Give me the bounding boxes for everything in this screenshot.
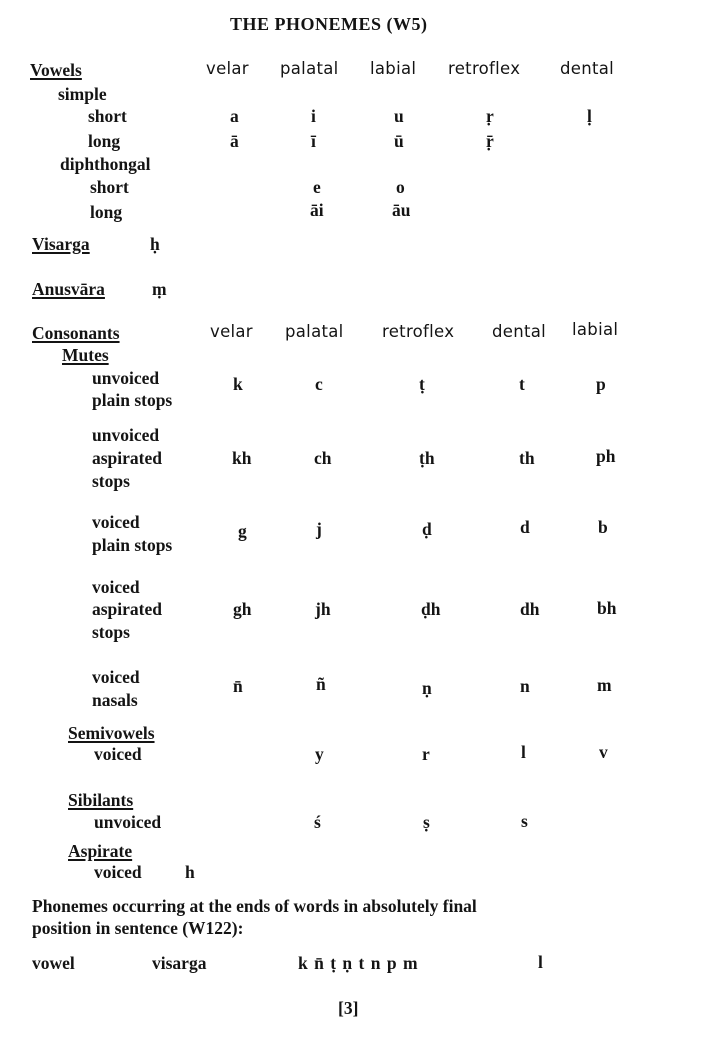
consonant-cell: ch (314, 448, 332, 468)
consonant-cell: ñ (316, 674, 326, 694)
cons-col-velar: velar (210, 322, 253, 341)
semivowel-cell: v (599, 742, 608, 762)
consonant-cell: n (520, 676, 530, 696)
vowel-cell: a (230, 106, 239, 126)
row-label-line: plain stops (92, 535, 173, 555)
row-label-line: voiced (92, 512, 140, 532)
consonant-cell: b (598, 517, 608, 537)
consonant-cell: ṭ (419, 374, 425, 394)
row-label-line: plain stops (92, 390, 173, 410)
consonant-cell: bh (597, 598, 617, 618)
consonant-cell: dh (520, 599, 540, 619)
sibilant-cell: s (521, 811, 528, 831)
final-vowel: vowel (32, 953, 75, 973)
visarga-symbol: ḥ (150, 234, 160, 254)
row-label-line: unvoiced (92, 368, 160, 388)
sibilants-heading: Sibilants (68, 790, 134, 810)
diph-short-label: short (90, 177, 129, 197)
aspirate-label: voiced (94, 862, 142, 882)
row-label-line: voiced (92, 667, 140, 687)
cons-col-dental: dental (492, 322, 547, 341)
final-visarga: visarga (152, 953, 207, 973)
sibilants-label: unvoiced (94, 812, 162, 832)
consonant-cell: gh (233, 599, 252, 619)
sibilant-cell: ś (314, 812, 321, 832)
consonant-cell: ph (596, 446, 616, 466)
vowel-cell: e (313, 177, 321, 197)
cons-col-palatal: palatal (285, 322, 344, 341)
vowel-col-labial: labial (370, 59, 417, 78)
consonant-cell: g (238, 521, 247, 541)
vowel-cell: ṛ (486, 106, 494, 126)
consonant-cell: n̄ (233, 676, 243, 696)
consonant-cell: ḍ (422, 519, 432, 539)
consonant-cell: c (315, 374, 323, 394)
vowel-cell: u (394, 106, 404, 126)
final-line-2: position in sentence (W122): (32, 918, 244, 938)
semivowels-heading: Semivowels (68, 723, 155, 743)
mutes-heading: Mutes (62, 345, 109, 365)
vowel-col-retroflex: retroflex (448, 59, 521, 78)
cons-col-labial: labial (572, 320, 619, 339)
vowel-cell: āi (310, 200, 324, 220)
final-l: l (538, 952, 543, 972)
diph-long-label: long (90, 202, 123, 222)
vowel-cell: ṝ (486, 131, 494, 151)
simple-short-label: short (88, 106, 127, 126)
final-line-1: Phonemes occurring at the ends of words in absolutely final (32, 896, 477, 916)
consonant-cell: p (596, 374, 606, 394)
consonant-cell: kh (232, 448, 252, 468)
simple-long-label: long (88, 131, 121, 151)
row-label-line: stops (92, 622, 130, 642)
vowel-col-palatal: palatal (280, 59, 339, 78)
aspirate-symbol: h (185, 862, 195, 882)
semivowel-cell: l (521, 742, 526, 762)
row-label-line: nasals (92, 690, 138, 710)
consonant-cell: ṇ (422, 678, 432, 698)
visarga-heading: Visarga (32, 234, 90, 254)
anusvara-heading: Anusvāra (32, 279, 105, 299)
page-title: THE PHONEMES (W5) (230, 14, 428, 34)
aspirate-heading: Aspirate (68, 841, 133, 861)
consonant-cell: t (519, 374, 525, 394)
semivowel-cell: y (315, 744, 324, 764)
consonant-cell: ṭh (419, 448, 435, 468)
semivowel-cell: r (422, 744, 430, 764)
vowel-cell: ī (311, 131, 316, 151)
vowels-heading: Vowels (30, 60, 82, 80)
row-label-line: stops (92, 471, 130, 491)
vowel-cell: āu (392, 200, 411, 220)
consonant-cell: d (520, 517, 530, 537)
consonants-heading: Consonants (32, 323, 120, 343)
row-label-line: aspirated (92, 599, 162, 619)
vowel-cell: o (396, 177, 405, 197)
vowel-col-velar: velar (206, 59, 249, 78)
consonant-cell: ḍh (421, 599, 441, 619)
row-label-line: voiced (92, 577, 140, 597)
consonant-cell: m (597, 675, 612, 695)
row-label-line: unvoiced (92, 425, 160, 445)
consonant-cell: jh (315, 599, 331, 619)
vowel-cell: ā (230, 131, 239, 151)
vowel-cell: ū (394, 131, 404, 151)
sibilant-cell: ṣ (423, 812, 430, 832)
page-number: [3] (338, 998, 359, 1018)
consonant-cell: j (316, 519, 322, 539)
semivowels-label: voiced (94, 744, 142, 764)
anusvara-symbol: ṃ (152, 279, 167, 299)
final-consonants: k n̄ ṭ ṇ t n p m (298, 953, 419, 973)
consonant-cell: th (519, 448, 535, 468)
diphthongal-label: diphthongal (60, 154, 151, 174)
cons-col-retroflex: retroflex (382, 322, 455, 341)
vowel-cell: i (311, 106, 316, 126)
simple-label: simple (58, 84, 107, 104)
consonant-cell: k (233, 374, 243, 394)
vowel-col-dental: dental (560, 59, 615, 78)
row-label-line: aspirated (92, 448, 162, 468)
vowel-cell: ḷ (587, 106, 592, 126)
